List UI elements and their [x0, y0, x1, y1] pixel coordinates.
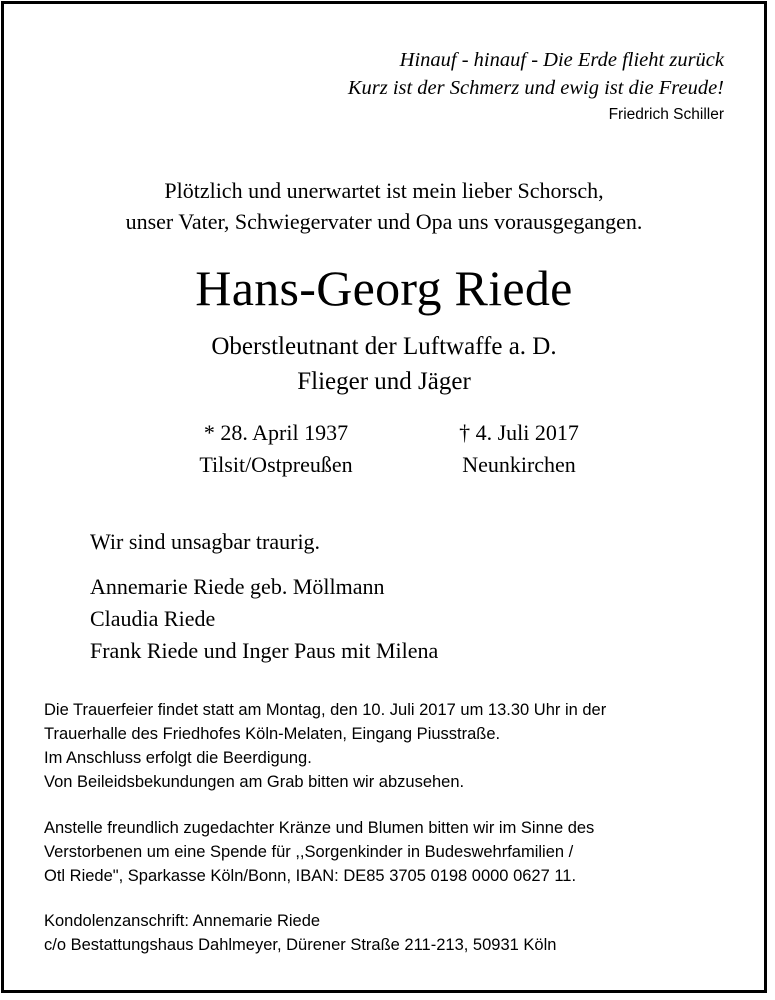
deceased-name: Hans-Georg Riede — [195, 260, 573, 316]
obituary-notice — [1, 1, 767, 993]
death-info — [439, 417, 599, 481]
mourner-list — [90, 571, 438, 667]
rank-line-1: Oberstleutnant der Luftwaffe a. D. — [211, 333, 557, 360]
donation-request — [44, 816, 728, 888]
mourner-name: Claudia Riede — [90, 606, 216, 631]
condolence-address — [44, 909, 728, 957]
donation-line: Verstorbenen um eine Spende für ,,Sorgenkinder in Budeswehrfamilien / — [44, 843, 574, 861]
quote-line-1: Hinauf - hinauf - Die Erde flieht zurück — [399, 49, 724, 71]
birth-info — [181, 417, 371, 481]
birth-date: * 28. April 1937 — [203, 420, 349, 445]
condolence-line: Kondolenzanschrift: Annemarie Riede — [44, 912, 321, 930]
service-line: Trauerhalle des Friedhofes Köln-Melaten, Eingang Piusstraße. — [44, 725, 501, 743]
quote-line-2: Kurz ist der Schmerz und ewig ist die Freude! — [347, 77, 724, 99]
condolence-line: c/o Bestattungshaus Dahlmeyer, Dürener Straße 211-213, 50931 Köln — [44, 936, 557, 954]
service-line: Im Anschluss erfolgt die Beerdigung. — [44, 749, 312, 767]
schiller-quote — [348, 46, 724, 102]
quote-author: Friedrich Schiller — [608, 106, 724, 123]
intro-text — [4, 175, 764, 237]
service-line: Die Trauerfeier findet statt am Montag, den 10. Juli 2017 um 13.30 Uhr in der — [44, 701, 607, 719]
service-line: Von Beileidsbekundungen am Grab bitten wir abzusehen. — [44, 773, 465, 791]
intro-line-1: Plötzlich und unerwartet ist mein lieber Schorsch, — [164, 178, 604, 203]
intro-line-2: unser Vater, Schwiegervater und Opa uns vorausgegangen. — [125, 209, 643, 234]
service-details — [44, 698, 728, 794]
death-place: Neunkirchen — [462, 452, 576, 477]
death-date: † 4. Juli 2017 — [459, 420, 579, 445]
birth-place: Tilsit/Ostpreußen — [199, 452, 353, 477]
donation-line: Otl Riede", Sparkasse Köln/Bonn, IBAN: DE85 3705 0198 0000 0627 11. — [44, 867, 577, 885]
donation-line: Anstelle freundlich zugedachter Kränze und Blumen bitten wir im Sinne des — [44, 819, 595, 837]
mourner-name: Annemarie Riede geb. Möllmann — [90, 574, 385, 599]
mourner-name: Frank Riede und Inger Paus mit Milena — [90, 638, 439, 663]
deceased-rank — [4, 329, 764, 399]
rank-line-2: Flieger und Jäger — [297, 368, 471, 395]
grief-statement: Wir sind unsagbar traurig. — [90, 529, 321, 554]
